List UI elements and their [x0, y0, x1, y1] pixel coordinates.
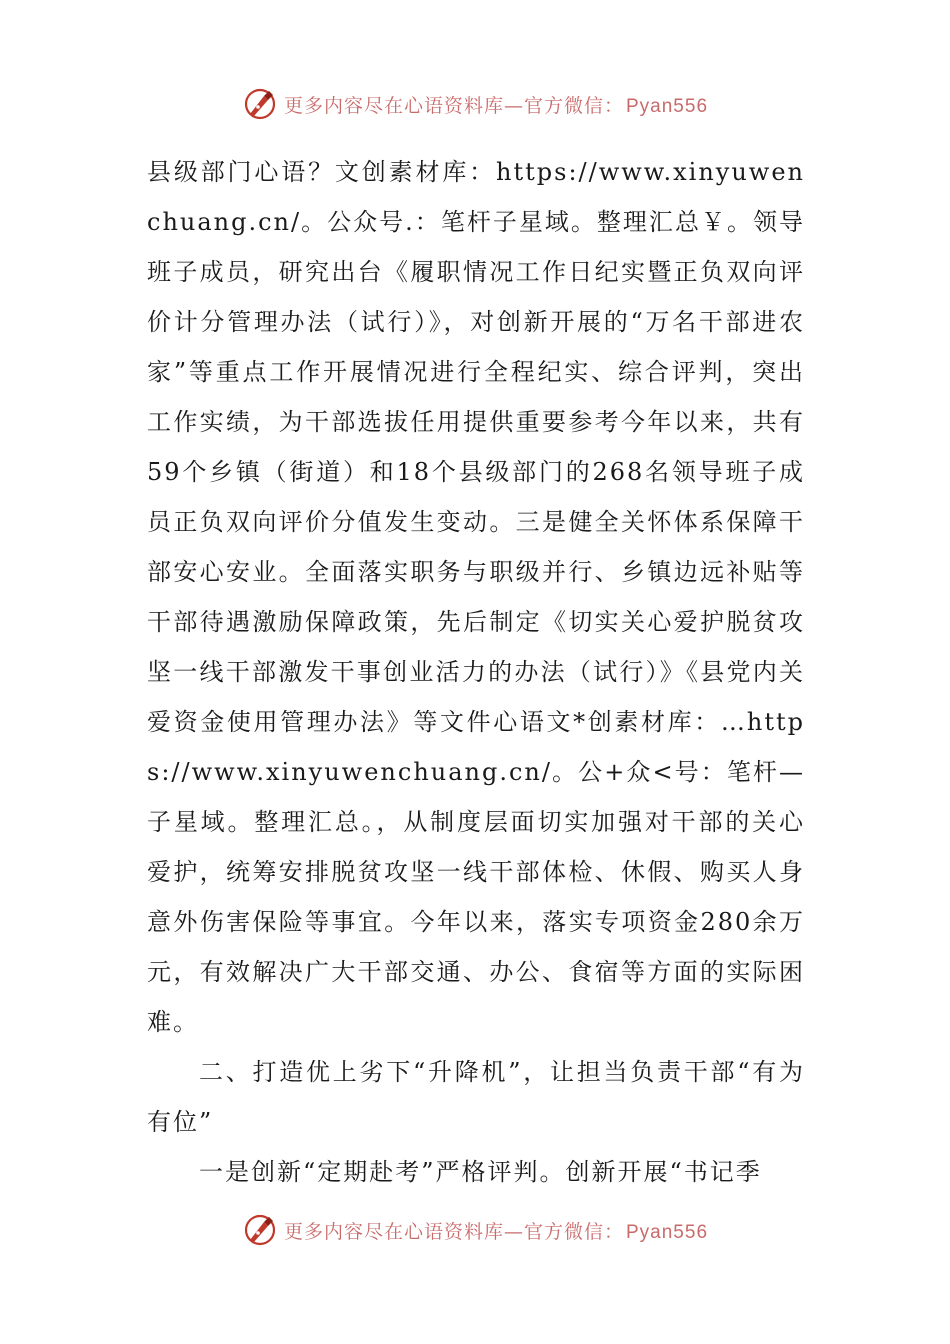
body-paragraph: 一是创新“定期赴考”严格评判。创新开展“书记季	[199, 1158, 762, 1186]
body-paragraph: 县级部门心语？文创素材库：https://www.xinyuwenchuang.cn/。公众号.：笔杆子星域。整理汇总￥。领导班子成员，研究出台《履职情况工作日纪实暨正负双向评价计分管理办法（试行）》，对创新开展的“万名干部进农家”等重点工作开展情况进行全程纪实、综合评判，突出工作实绩，为干部选拔任用提供重要参考今年以来，共有59个乡镇（街道）和18个县级部门的268名领导班子成员正负双向评价分值发生变动。三是健全关怀体系保障干部安心安业。全面落实职务与职级并行、乡镇边远补贴等干部待遇激励保障政策，先后制定《切实关心爱护脱贫攻坚一线干部激发干事创业活力的办法（试行）》《县党内关爱资金使用管理办法》等文件心语文*创素材库：…https://www.xinyuwenchuang.cn/。公+众<号：笔杆—子星域。整理汇总。，从制度层面切实加强对干部的关心爱护，统筹安排脱贫攻坚一线干部体检、休假、购买人身意外伤害保险等事宜。今年以来，落实专项资金280余万元，有效解决广大干部交通、办公、食宿等方面的实际困难。	[147, 158, 805, 1036]
footer-banner-text: 更多内容尽在心语资料库—官方微信： Pyan556	[283, 1220, 709, 1243]
section-heading: 二、打造优上劣下“升降机”，让担当负责干部“有为有位”	[147, 1058, 805, 1136]
document-body	[147, 147, 805, 1197]
footer-wechat-id: Pyan556	[626, 1221, 709, 1243]
header-banner-text: 更多内容尽在心语资料库—官方微信： Pyan556	[283, 94, 709, 117]
pen-nib-logo-icon	[242, 86, 278, 122]
header-wechat-id: Pyan556	[626, 95, 709, 117]
header-banner	[0, 82, 950, 126]
footer-banner	[0, 1208, 950, 1252]
pen-nib-logo-icon	[242, 1212, 278, 1248]
